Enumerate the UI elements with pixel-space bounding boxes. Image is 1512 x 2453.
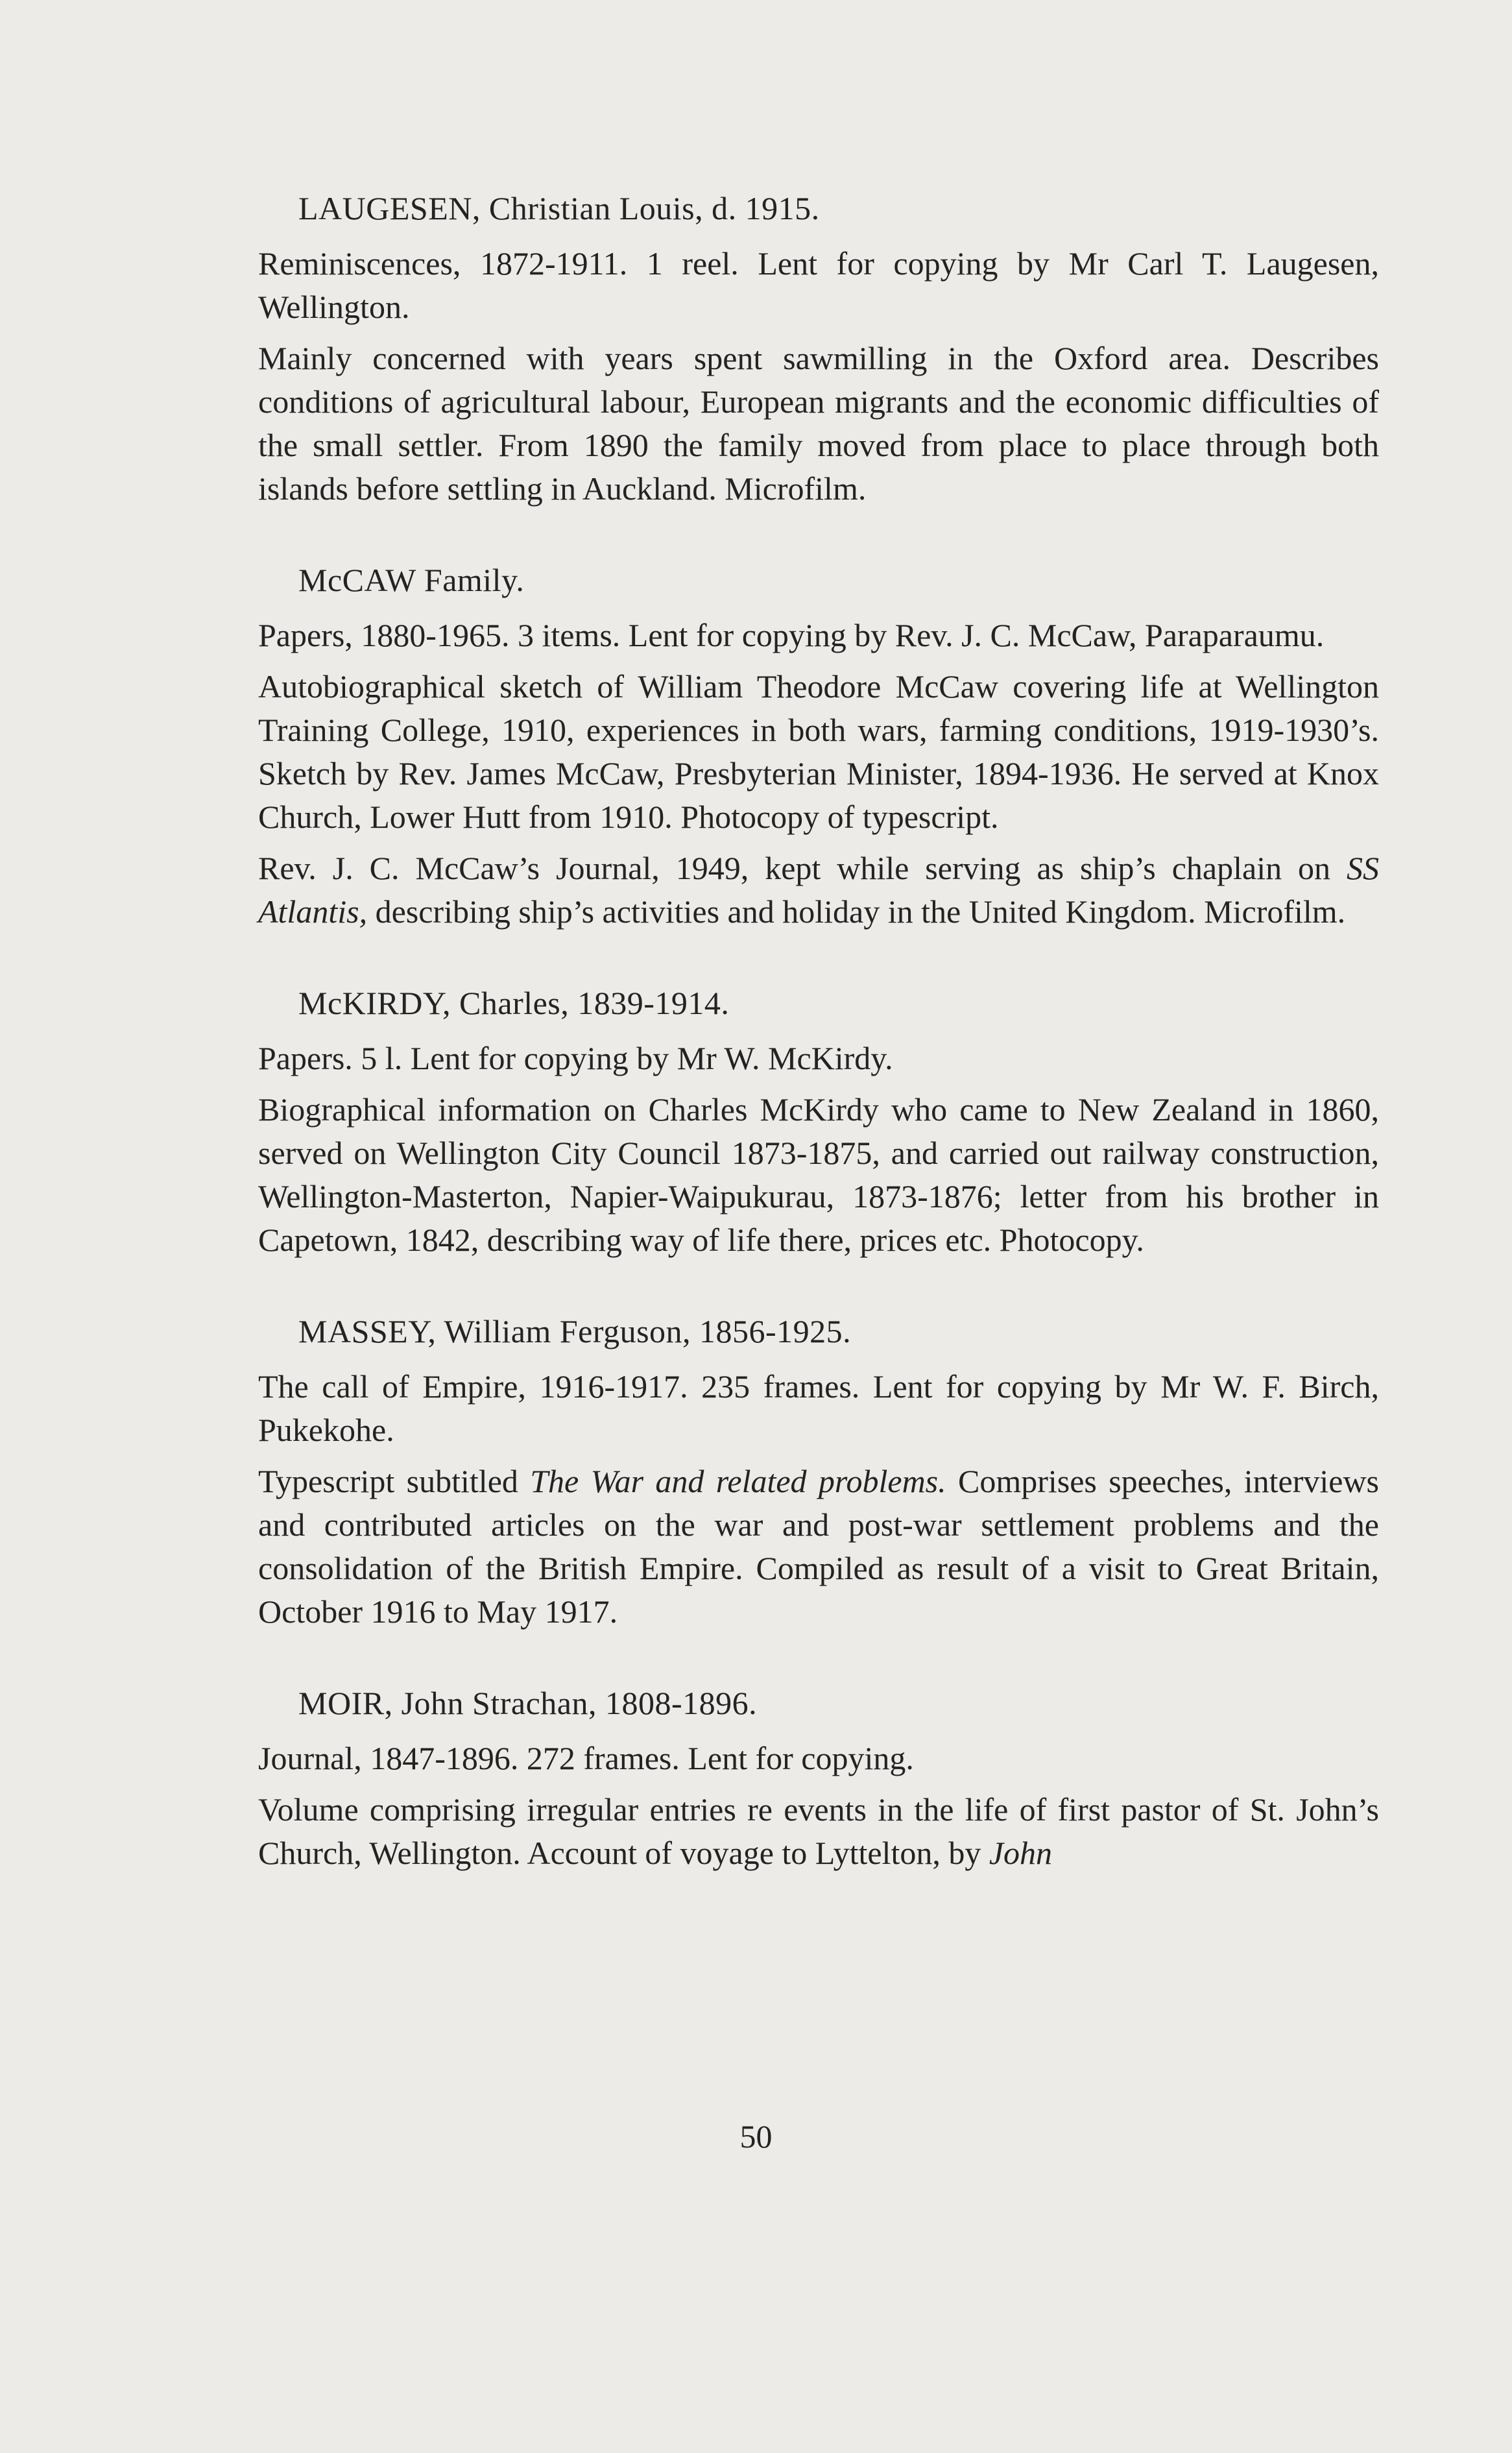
entry-heading: McKIRDY, Charles, 1839-1914. [298, 985, 730, 1021]
text-run: describing ship’s activities and holiday in the United Kingdom. Microfilm. [367, 893, 1346, 930]
entry-moir [258, 1682, 1379, 1875]
entry-heading: MASSEY, William Ferguson, 1856-1925. [298, 1313, 852, 1349]
entry-heading: McCAW Family. [298, 562, 525, 598]
entry-description: Journal, 1847-1896. 272 frames. Lent for copying. [258, 1740, 914, 1776]
entry-mckirdy [258, 982, 1379, 1262]
entry-description: Reminiscences, 1872-1911. 1 reel. Lent for copying by Mr Carl T. Laugesen, Wellington. [258, 245, 1379, 325]
entry-description [258, 847, 1379, 934]
italic-name: John [989, 1835, 1053, 1871]
entry-heading: MOIR, John Strachan, 1808-1896. [298, 1685, 758, 1721]
text-run: Comprises speeches, interviews and contributed articles on the war and post-war settlement problems and the consolidation of the British Empire. Compiled as result of a visit to Great Britain, October 1916 to May 1917. [258, 1463, 1380, 1630]
entry-description [258, 1788, 1379, 1875]
entry-mccaw [258, 559, 1379, 934]
entry-laugesen [258, 187, 1379, 511]
text-run: Volume comprising irregular entries re events in the life of first pastor of St. John’s Church, Wellington. Account of voyage to Lyttelton, by [258, 1791, 1379, 1871]
entry-description [258, 1460, 1379, 1634]
entry-description: Mainly concerned with years spent sawmilling in the Oxford area. Describes conditions of agricultural labour, European migrants and the economic difficulties of the small settler. From 1890 the family moved from place to place through both islands before settling in Auckland. Microfilm. [258, 340, 1379, 507]
document-page [258, 187, 1379, 1923]
entry-description: The call of Empire, 1916-1917. 235 frames. Lent for copying by Mr W. F. Birch, Pukekohe. [258, 1368, 1379, 1448]
page-number: 50 [739, 2118, 773, 2155]
italic-ship-name: SS Atlantis, [258, 850, 1379, 930]
text-run: Rev. J. C. McCaw’s Journal, 1949, kept while serving as ship’s chaplain on [258, 850, 1347, 886]
text-run: Typescript subtitled [258, 1463, 531, 1499]
entry-heading: LAUGESEN, Christian Louis, d. 1915. [298, 190, 820, 226]
entry-description: Autobiographical sketch of William Theodore McCaw covering life at Wellington Training College, 1910, experiences in both wars, farming conditions, 1919-1930’s. Sketch by Rev. James McCaw, Presbyterian Minister, 1894-1936. He served at Knox Church, Lower Hutt from 1910. Photocopy of typescript. [258, 668, 1379, 835]
italic-subtitle: The War and related problems. [530, 1463, 946, 1499]
entry-description: Papers. 5 l. Lent for copying by Mr W. McKirdy. [258, 1040, 893, 1076]
entry-description: Papers, 1880-1965. 3 items. Lent for copying by Rev. J. C. McCaw, Paraparaumu. [258, 617, 1325, 653]
entry-massey [258, 1310, 1379, 1634]
entry-description: Biographical information on Charles McKirdy who came to New Zealand in 1860, served on Wellington City Council 1873-1875, and carried out railway construction, Wellington-Masterton, Napier-Waipukurau, 1873-1876; letter from his brother in Capetown, 1842, describing way of life there, prices etc. Photocopy. [258, 1091, 1379, 1258]
